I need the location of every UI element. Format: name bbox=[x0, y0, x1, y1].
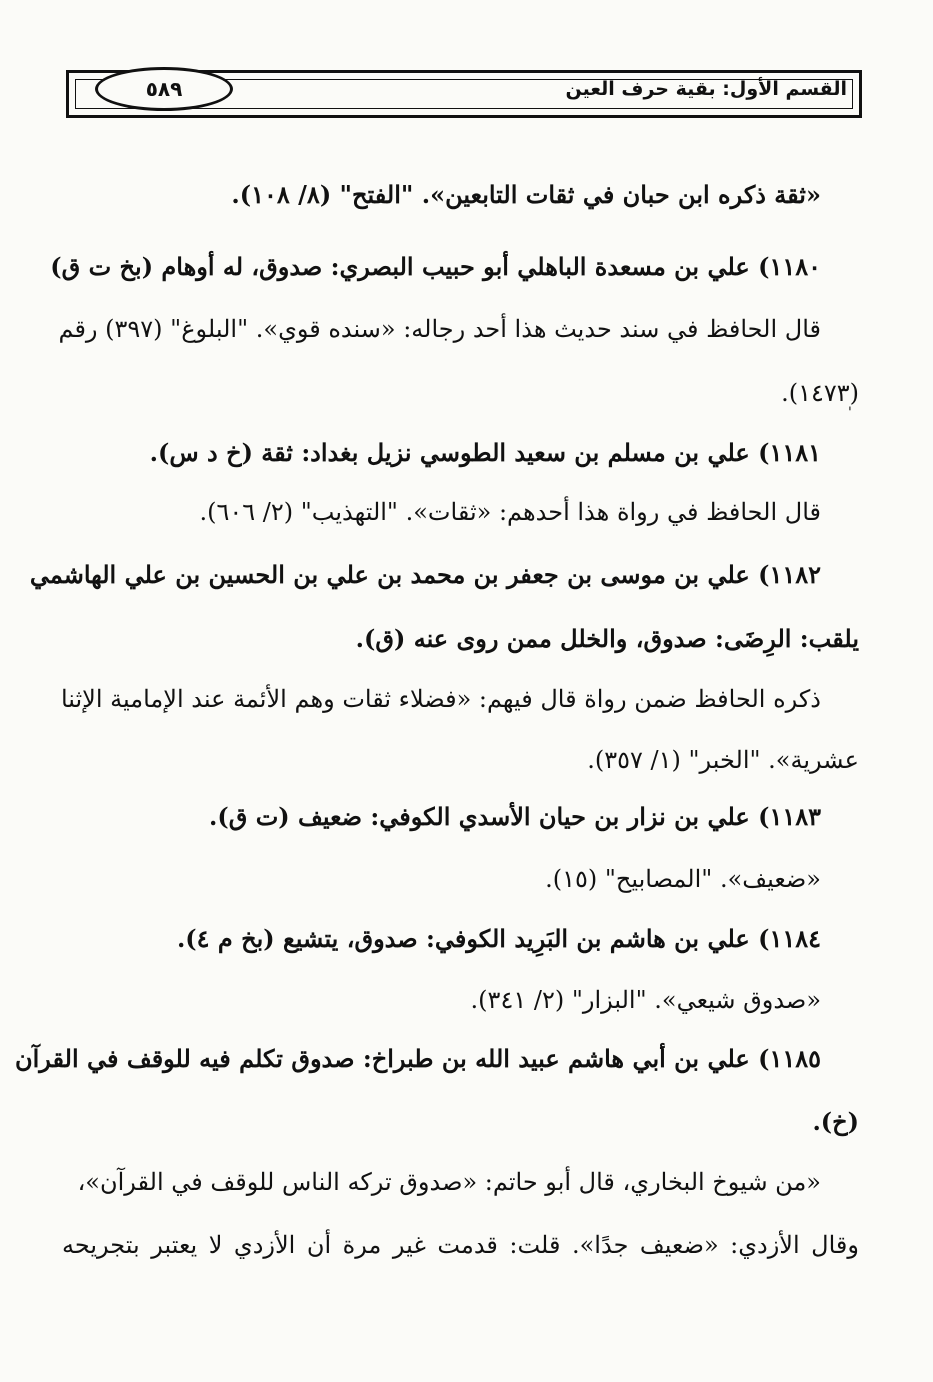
entry-heading: ١١٨٥) علي بن أبي هاشم عبيد الله بن طبراخ: صدوق تكلم فيه للوقف في القرآن bbox=[15, 1044, 821, 1073]
text-line: «من شيوخ البخاري، قال أبو حاتم: «صدوق تركه الناس للوقف في القرآن»، bbox=[77, 1168, 821, 1196]
text-line: (خ). bbox=[812, 1107, 859, 1136]
header-title: القسم الأول: بقية حرف العين bbox=[565, 78, 847, 100]
text-line: «ضعيف». "المصابيح" (١٥). bbox=[545, 865, 821, 893]
text-line: ذكره الحافظ ضمن رواة قال فيهم: «فضلاء ثقات وهم الأئمة عند الإمامية الإثنا bbox=[60, 685, 821, 713]
text-line: عشرية». "الخبر" (١/ ٣٥٧). bbox=[587, 746, 859, 774]
entry-heading: ١١٨٠) علي بن مسعدة الباهلي أبو حبيب البصري: صدوق، له أوهام (بخ ت ق) bbox=[50, 252, 821, 281]
text-line: قال الحافظ في رواة هذا أحدهم: «ثقات». "التهذيب" (٢/ ٦٠٦). bbox=[199, 498, 821, 526]
entry-heading: ١١٨٤) علي بن هاشم بن البَرِيد الكوفي: صدوق، يتشيع (بخ م ٤). bbox=[176, 924, 821, 953]
text-line: قال الحافظ في سند حديث هذا أحد رجاله: «سنده قوي». "البلوغ" (٣٩٧) رقم bbox=[58, 315, 821, 343]
running-header bbox=[66, 70, 862, 118]
page-number: ٥٨٩ bbox=[95, 67, 233, 111]
text-line: يلقب: الرِضَى: صدوق، والخلل ممن روى عنه (ق). bbox=[355, 624, 859, 653]
entry-heading: ١١٨٣) علي بن نزار بن حيان الأسدي الكوفي: ضعيف (ت ق). bbox=[209, 802, 821, 831]
text-line: «صدوق شيعي». "البزار" (٢/ ٣٤١). bbox=[470, 986, 821, 1014]
entry-heading: ١١٨٢) علي بن موسى بن جعفر بن محمد بن علي بن الحسين بن علي الهاشمي bbox=[29, 560, 821, 589]
text-line: «ثقة ذكره ابن حبان في ثقات التابعين». "الفتح" (٨/ ١٠٨). bbox=[231, 180, 821, 209]
text-line: وقال الأزدي: «ضعيف جدًا». قلت: قدمت غير مرة أن الأزدي لا يعتبر بتجريحه bbox=[62, 1231, 859, 1259]
entry-heading: ١١٨١) علي بن مسلم بن سعيد الطوسي نزيل بغداد: ثقة (خ د س). bbox=[149, 438, 821, 467]
margin-mark: ' bbox=[848, 405, 852, 421]
text-line: (١٤٧٣). bbox=[781, 379, 859, 407]
